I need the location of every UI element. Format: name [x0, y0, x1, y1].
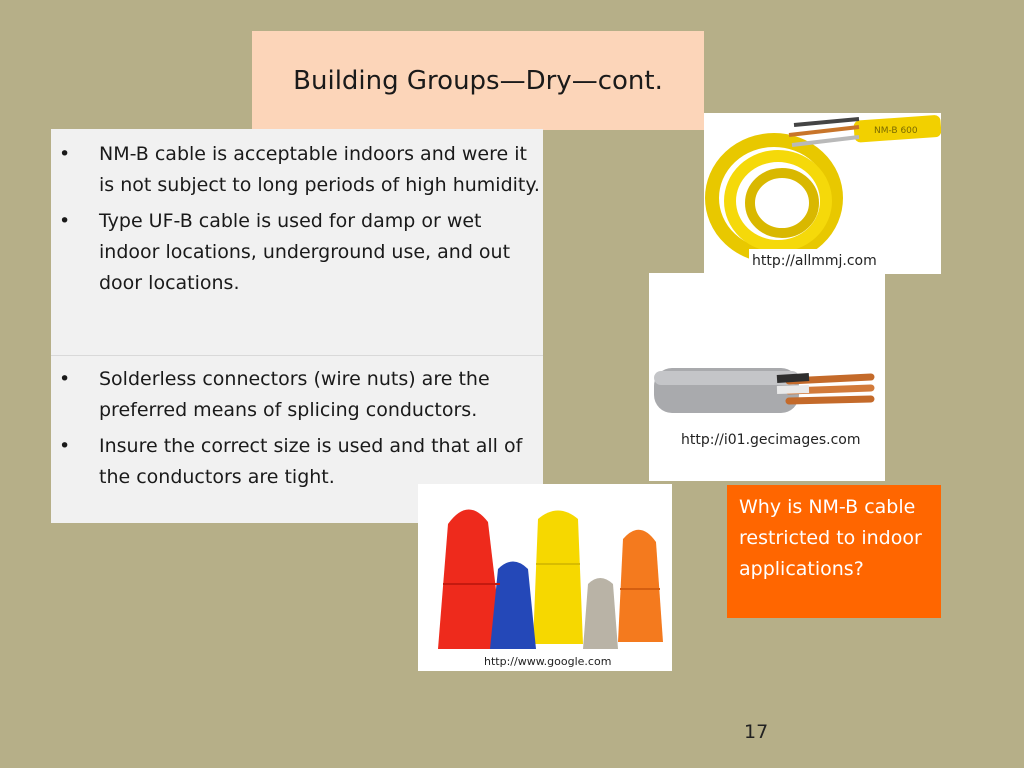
bullet-marker: •: [59, 435, 71, 457]
bullet-text: Insure the correct size is used and that all of the conductors are tight.: [99, 435, 523, 488]
bullet-marker: •: [59, 368, 71, 390]
bullet-text: Type UF-B cable is used for damp or wet indoor locations, underground use, and out door locations.: [99, 210, 511, 294]
nm-b-cable-image: [704, 113, 941, 274]
content-box: [51, 129, 543, 523]
image-caption: http://allmmj.com: [752, 253, 877, 269]
image-caption: http://i01.gecimages.com: [681, 432, 861, 448]
page-number: 17: [744, 721, 769, 743]
gray-cable-icon: [649, 273, 885, 481]
bullet-item: [51, 139, 541, 201]
cable-jacket-label: NM-B 600: [874, 126, 918, 136]
yellow-cable-coil-icon: [704, 113, 941, 274]
question-callout: [727, 485, 941, 618]
bullet-marker: •: [59, 143, 71, 165]
slide-title-box: [252, 31, 704, 130]
divider: [51, 355, 543, 356]
slide-title: Building Groups—Dry—cont.: [293, 65, 663, 96]
bullet-list-cables: [51, 139, 541, 304]
bullet-item: [51, 206, 541, 299]
wire-nut-connectors-icon: [418, 484, 672, 671]
bullet-list-connectors: [51, 364, 541, 498]
uf-b-cable-image: [649, 273, 885, 481]
bullet-text: NM-B cable is acceptable indoors and were it is not subject to long periods of high humidity.: [99, 143, 540, 196]
bullet-text: Solderless connectors (wire nuts) are the preferred means of splicing conductors.: [99, 368, 490, 421]
bullet-item: [51, 364, 541, 426]
wire-nuts-image: [418, 484, 672, 671]
bullet-marker: •: [59, 210, 71, 232]
image-caption: http://www.google.com: [484, 655, 612, 668]
question-text: Why is NM-B cable restricted to indoor applications?: [739, 496, 922, 580]
